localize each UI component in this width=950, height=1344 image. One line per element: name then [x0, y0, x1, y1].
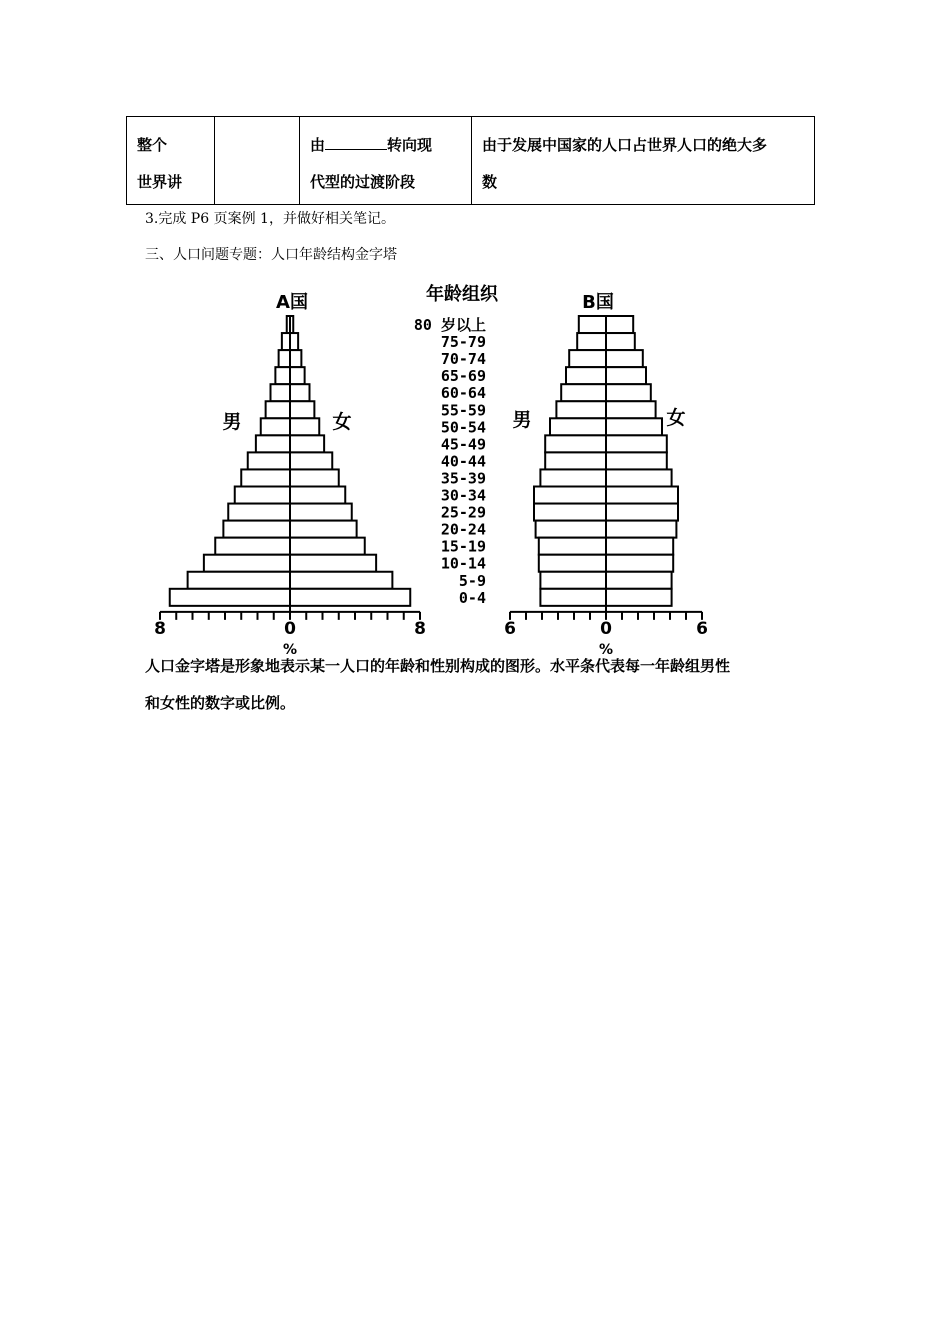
male-bar — [282, 333, 290, 350]
male-bar — [579, 316, 606, 333]
male-bar — [540, 589, 606, 606]
age-group-label: 35-39 — [440, 469, 486, 488]
female-label: 女 — [666, 407, 686, 429]
age-group-label: 45-49 — [440, 435, 486, 454]
age-group-label: 0-4 — [458, 588, 486, 607]
female-bar — [606, 418, 662, 435]
demographic-table — [126, 116, 815, 205]
male-bar — [204, 555, 290, 572]
pyramid-a — [154, 292, 426, 658]
male-bar — [241, 469, 290, 486]
female-bar — [290, 367, 305, 384]
age-group-label: 30-34 — [440, 486, 486, 505]
age-group-label: 65-69 — [440, 367, 486, 386]
description-line-1: 人口金字塔是形象地表示某一人口的年龄和性别构成的图形。水平条代表每一年龄组男性 — [145, 657, 731, 675]
reason-line-2: 数 — [482, 173, 498, 191]
male-bar — [566, 367, 606, 384]
age-group-label: 15-19 — [440, 537, 486, 556]
female-bar — [606, 487, 678, 504]
male-bar — [540, 469, 606, 486]
male-bar — [561, 384, 606, 401]
male-bar — [279, 350, 290, 367]
male-bar — [215, 538, 290, 555]
reason-line-1: 由于发展中国家的人口占世界人口的绝大多 — [482, 136, 768, 154]
pyramid-title: B国 — [582, 292, 614, 313]
stage-cell — [300, 117, 472, 205]
age-group-label: 70-74 — [440, 350, 486, 369]
age-group-label: 10-14 — [440, 554, 486, 573]
x-tick-label: 8 — [154, 618, 166, 639]
female-bar — [290, 384, 310, 401]
male-bar — [228, 504, 290, 521]
male-bar — [275, 367, 290, 384]
male-bar — [556, 401, 606, 418]
description-line-2: 和女性的数字或比例。 — [145, 694, 296, 712]
x-tick-label: 0 — [600, 618, 612, 639]
female-bar — [606, 367, 646, 384]
region-cell — [127, 117, 215, 205]
age-group-label: 40-44 — [440, 452, 486, 471]
female-bar — [606, 435, 667, 452]
table-row — [127, 117, 815, 205]
fill-in-blank — [325, 135, 387, 150]
female-bar — [290, 469, 339, 486]
female-bar — [290, 418, 319, 435]
female-bar — [606, 316, 633, 333]
population-pyramids — [140, 280, 720, 658]
male-bar — [271, 384, 291, 401]
female-bar — [290, 487, 345, 504]
female-label: 女 — [332, 411, 352, 433]
female-bar — [606, 350, 643, 367]
female-bar — [606, 469, 672, 486]
pyramid-b — [504, 292, 708, 658]
stage-line-2: 代型的过渡阶段 — [310, 173, 416, 191]
female-bar — [290, 538, 365, 555]
female-bar — [606, 521, 676, 538]
stage-prefix: 由 — [310, 136, 326, 154]
female-bar — [290, 572, 392, 589]
age-group-label: 5-9 — [458, 571, 486, 590]
male-bar — [545, 435, 606, 452]
female-bar — [606, 589, 672, 606]
male-bar — [540, 572, 606, 589]
axis-unit: % — [598, 641, 614, 658]
male-label: 男 — [512, 409, 532, 431]
male-bar — [188, 572, 290, 589]
male-bar — [536, 521, 606, 538]
reason-cell — [472, 117, 815, 205]
male-label: 男 — [222, 411, 242, 433]
male-bar — [223, 521, 290, 538]
male-bar — [534, 504, 606, 521]
female-bar — [290, 401, 314, 418]
female-bar — [606, 555, 673, 572]
male-bar — [534, 487, 606, 504]
age-group-label: 80 岁以上 — [413, 316, 486, 334]
female-bar — [290, 452, 332, 469]
male-bar — [235, 487, 290, 504]
age-group-label: 20-24 — [440, 520, 486, 539]
male-bar — [248, 452, 290, 469]
male-bar — [266, 401, 290, 418]
female-bar — [606, 452, 667, 469]
female-bar — [290, 521, 357, 538]
male-bar — [577, 333, 606, 350]
female-bar — [606, 572, 672, 589]
region-line-1: 整个 — [137, 136, 168, 154]
age-column-title: 年龄组织 — [426, 284, 498, 305]
task-line: 3.完成 P6 页案例 1，并做好相关笔记。 — [145, 211, 395, 227]
male-bar — [550, 418, 606, 435]
pyramid-title: A国 — [276, 292, 308, 313]
section-heading: 三、人口问题专题：人口年龄结构金字塔 — [145, 247, 397, 263]
female-bar — [290, 589, 410, 606]
stage-after-blank: 转向现 — [387, 136, 433, 154]
axis-unit: % — [282, 641, 298, 658]
age-group-label: 75-79 — [440, 333, 486, 352]
male-bar — [569, 350, 606, 367]
female-bar — [290, 555, 376, 572]
empty-cell — [215, 117, 300, 205]
age-group-column — [414, 283, 499, 607]
x-tick-label: 8 — [414, 618, 426, 639]
x-tick-label: 6 — [696, 618, 708, 639]
x-tick-label: 6 — [504, 618, 516, 639]
female-bar — [290, 350, 301, 367]
x-tick-label: 0 — [284, 618, 296, 639]
age-group-label: 50-54 — [440, 418, 486, 437]
age-group-label: 25-29 — [440, 503, 486, 522]
region-line-2: 世界讲 — [137, 173, 183, 191]
male-bar — [545, 452, 606, 469]
female-bar — [290, 435, 324, 452]
female-bar — [606, 333, 635, 350]
male-bar — [256, 435, 290, 452]
female-bar — [606, 401, 656, 418]
male-bar — [539, 555, 606, 572]
female-bar — [606, 384, 651, 401]
age-group-label: 60-64 — [440, 384, 486, 403]
female-bar — [290, 504, 352, 521]
male-bar — [261, 418, 290, 435]
male-bar — [539, 538, 606, 555]
female-bar — [606, 538, 673, 555]
male-bar — [170, 589, 290, 606]
female-bar — [606, 504, 678, 521]
age-group-label: 55-59 — [440, 401, 486, 420]
female-bar — [290, 333, 298, 350]
